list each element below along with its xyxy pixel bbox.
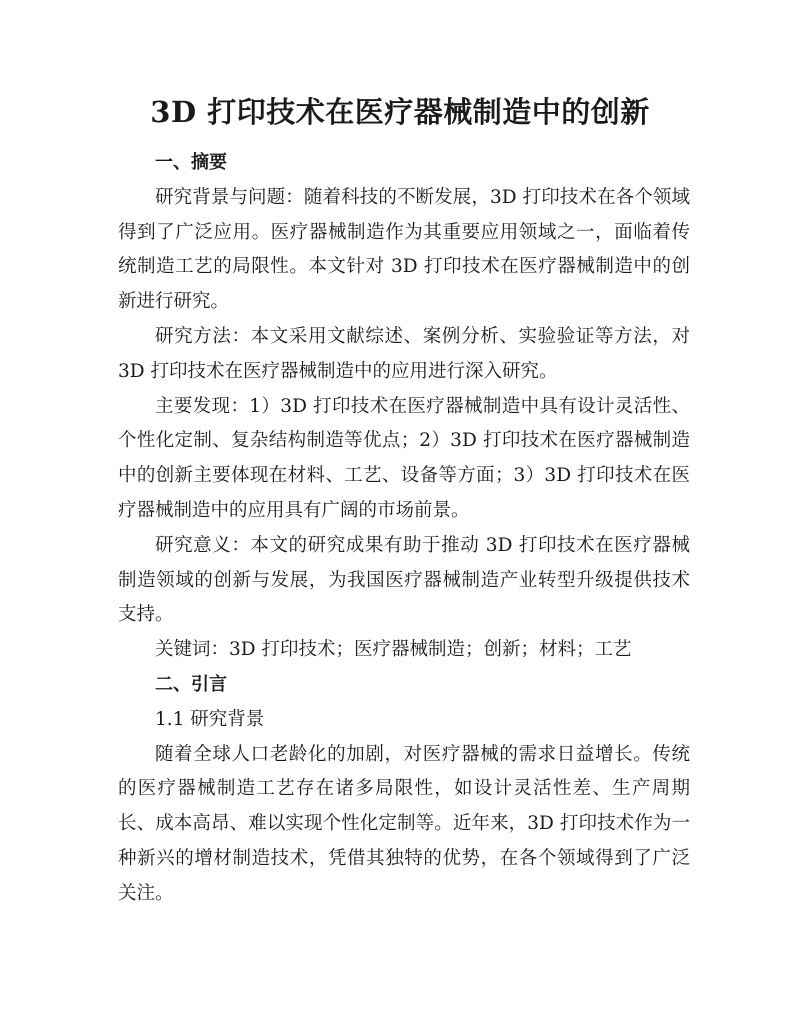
section-heading-introduction: 二、引言 bbox=[155, 673, 227, 695]
abstract-methods-paragraph: 研究方法：本文采用文献综述、案例分析、实验验证等方法，对 3D 打印技术在医疗器械制造中的应用进行深入研究。 bbox=[118, 325, 690, 382]
abstract-significance-paragraph: 研究意义：本文的研究成果有助于推动 3D 打印技术在医疗器械制造领域的创新与发展，为我国医疗器械制造产业转型升级提供技术支持。 bbox=[118, 534, 690, 626]
abstract-findings-paragraph: 主要发现：1）3D 打印技术在医疗器械制造中具有设计灵活性、个性化定制、复杂结构制造等优点；2）3D 打印技术在医疗器械制造中的创新主要体现在材料、工艺、设备等方面；3）3D 打印技术在医疗器械制造中的应用具有广阔的市场前景。 bbox=[118, 395, 690, 521]
abstract-background-paragraph: 研究背景与问题：随着科技的不断发展，3D 打印技术在各个领域得到了广泛应用。医疗器械制造作为其重要应用领域之一，面临着传统制造工艺的局限性。本文针对 3D 打印技术在医疗器械制造中的创新进行研究。 bbox=[118, 186, 690, 313]
section-heading-abstract: 一、摘要 bbox=[155, 152, 227, 173]
document-body bbox=[118, 146, 690, 912]
keywords-paragraph: 关键词：3D 打印技术；医疗器械制造；创新；材料；工艺 bbox=[155, 639, 632, 661]
introduction-background-paragraph: 随着全球人口老龄化的加剧，对医疗器械的需求日益增长。传统的医疗器械制造工艺存在诸多局限性，如设计灵活性差、生产周期长、成本高昂、难以实现个性化定制等。近年来，3D 打印技术作为一种新兴的增材制造技术，凭借其独特的优势，在各个领域得到了广泛关注。 bbox=[118, 743, 690, 904]
subsection-heading-background: 1.1 研究背景 bbox=[155, 708, 265, 730]
document-title: 3D 打印技术在医疗器械制造中的创新 bbox=[150, 95, 650, 129]
